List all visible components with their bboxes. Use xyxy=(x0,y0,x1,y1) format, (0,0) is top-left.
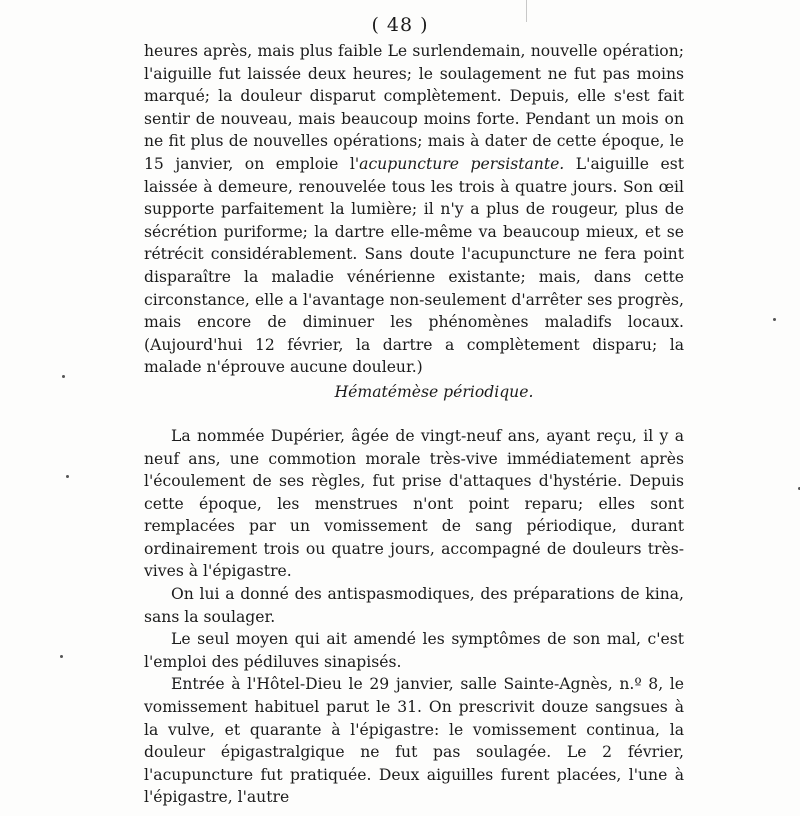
paragraph-continued xyxy=(144,40,684,379)
paragraph-continued-rest: L'aiguille est laissée à demeure, renouvelée tous les trois à quatre jours. Son œil supporte parfaitement la lumière; il n'y a plus de rougeur, plus de sécrétion puriforme; la dartre elle-même va beaucoup mieux, et se rétrécit considérablement. Sans doute l'acupuncture ne fera point disparaître la maladie vénérienne existante; mais, dans cette circonstance, elle a l'avantage non-seulement d'arrêter ses progrès, mais encore de diminuer les phénomènes maladifs locaux. (Aujourd'hui 12 février, la dartre a complètement disparu; la malade n'éprouve aucune douleur.) xyxy=(144,154,684,377)
italic-term: acupuncture persistante. xyxy=(359,154,565,173)
margin-speck xyxy=(773,318,776,321)
page-body xyxy=(144,40,684,809)
margin-speck xyxy=(60,655,63,658)
paragraph: Entrée à l'Hôtel-Dieu le 29 janvier, salle Sainte-Agnès, n.º 8, le vomissement habituel parut le 31. On prescrivit douze sangsues à la vulve, et quarante à l'épigastre: le vomissement continua, la douleur épigastralgique ne fut pas soulagée. Le 2 février, l'acupuncture fut pratiquée. Deux aiguilles furent placées, l'une à l'épigastre, l'autre xyxy=(144,675,684,807)
paragraph: La nommée Dupérier, âgée de vingt-neuf ans, ayant reçu, il y a neuf ans, une commotion morale très-vive immédiatement après l'écoulement de ses règles, fut prise d'attaques d'hystérie. Depuis cette époque, les menstrues n'ont point reparu; elles sont remplacées par un vomissement de sang périodique, durant ordinairement trois ou quatre jours, accompagné de douleurs très-vives à l'épigastre. xyxy=(144,426,684,581)
paragraph: On lui a donné des antispasmodiques, des préparations de kina, sans la soulager. xyxy=(144,585,684,626)
margin-speck xyxy=(62,375,65,378)
heading-spacer xyxy=(144,405,684,425)
paragraph: Le seul moyen qui ait amendé les symptômes de son mal, c'est l'emploi des pédiluves sinapisés. xyxy=(144,630,684,671)
paragraph-continued-text: heures après, mais plus faible Le surlendemain, nouvelle opération; l'aiguille fut laissée deux heures; le soulagement ne fut pas moins marqué; la douleur disparut complètement. Depuis, elle s'est fait sentir de nouveau, mais beaucoup moins forte. Pendant un mois on ne fit plus de nouvelles opérations; mais à dater de cette époque, le 15 janvier, on emploie l' xyxy=(144,42,684,173)
margin-speck xyxy=(66,475,69,478)
page-number: ( 48 ) xyxy=(371,14,429,36)
section-heading: Hématémèse périodique. xyxy=(334,382,534,401)
